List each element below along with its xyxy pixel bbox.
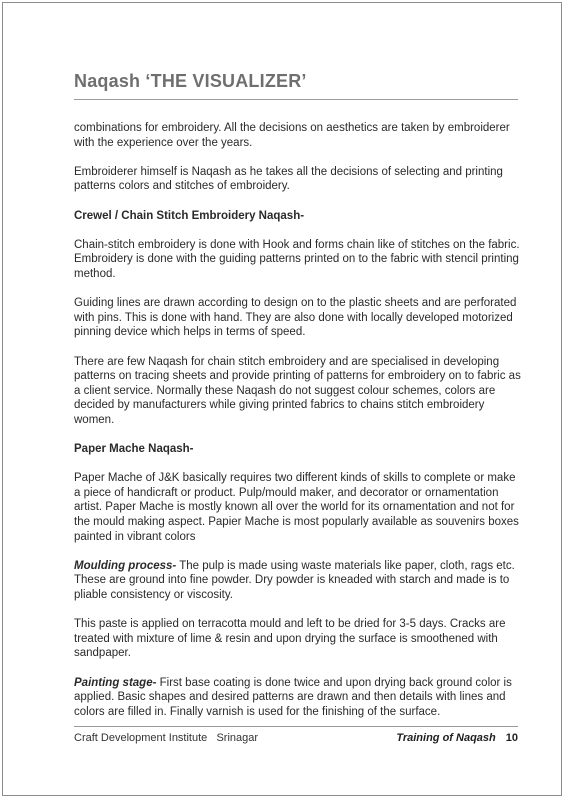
paragraph-intro-continued: combinations for embroidery. All the decisions on aesthetics are taken by embroiderer with the experience over the years. [74,122,510,149]
paragraph-painting-stage [74,676,522,720]
footer-divider [74,726,518,727]
footer-document-title: Training of Naqash [396,732,496,744]
paragraph-few-naqash: There are few Naqash for chain stitch embroidery and are specialised in developing patterns on tracing sheets and provide printing of patterns for embroidery on to fabric as a client service. Normally these Naqash do not suggest colour schemes, colors are decided by manufacturers while giving printed fabrics to chains stitch embroidery women. [74,355,521,426]
paragraph-paste: This paste is applied on terracotta mould and left to be dried for 3-5 days. Cracks are treated with mixture of lime & resin and upon drying the surface is smoothened with sandpaper. [74,618,506,660]
paragraph-guiding-lines: Guiding lines are drawn according to design on to the plastic sheets and are perforated with pins. This is done with hand. They are also done with locally developed motorized pinning device which helps in terms of speed. [74,297,517,339]
moulding-process-text: The pulp is made using waste materials like paper, cloth, rags etc. These are ground into fine powder. Dry powder is kneaded with starch and made is to pliable consistency or viscosity. [74,559,515,601]
paragraph-moulding-process [74,559,522,603]
painting-stage-label: Painting stage- [74,676,157,689]
paragraph-chain-stitch: Chain-stitch embroidery is done with Hook and forms chain like of stitches on the fabric. Embroidery is done with the guiding patterns printed on to the fabric with stencil printing method. [74,238,520,280]
heading-chain-stitch: Crewel / Chain Stitch Embroidery Naqash- [74,209,305,222]
footer-right [396,732,518,744]
paragraph-embroiderer: Embroiderer himself is Naqash as he takes all the decisions of selecting and printing patterns colors and stitches of embroidery. [74,165,503,193]
page-content [74,121,522,734]
painting-stage-text: First base coating is done twice and upon drying back ground color is applied. Basic shapes and desired patterns are drawn and then details with lines and colors are filled in. Finally varnish is used for the finishing of the surface. [74,676,512,718]
paragraph-paper-mache: Paper Mache of J&K basically requires two different kinds of skills to complete or make a piece of handicraft or product. Pulp/mould maker, and decorator or ornamentation artist. Paper Mache is mostly known all over the world for its ornamentation and not for the mould making aspect. Papier Mache is most popularly available as souvenirs boxes painted in vibrant colors [74,472,519,543]
header-divider [74,99,518,100]
moulding-process-label: Moulding process- [74,559,177,572]
heading-paper-mache: Paper Mache Naqash- [74,443,194,456]
footer-institute: Craft Development Institute Srinagar [74,732,259,744]
page-title: Naqash ‘THE VISUALIZER’ [74,71,307,91]
page-number: 10 [505,732,518,744]
